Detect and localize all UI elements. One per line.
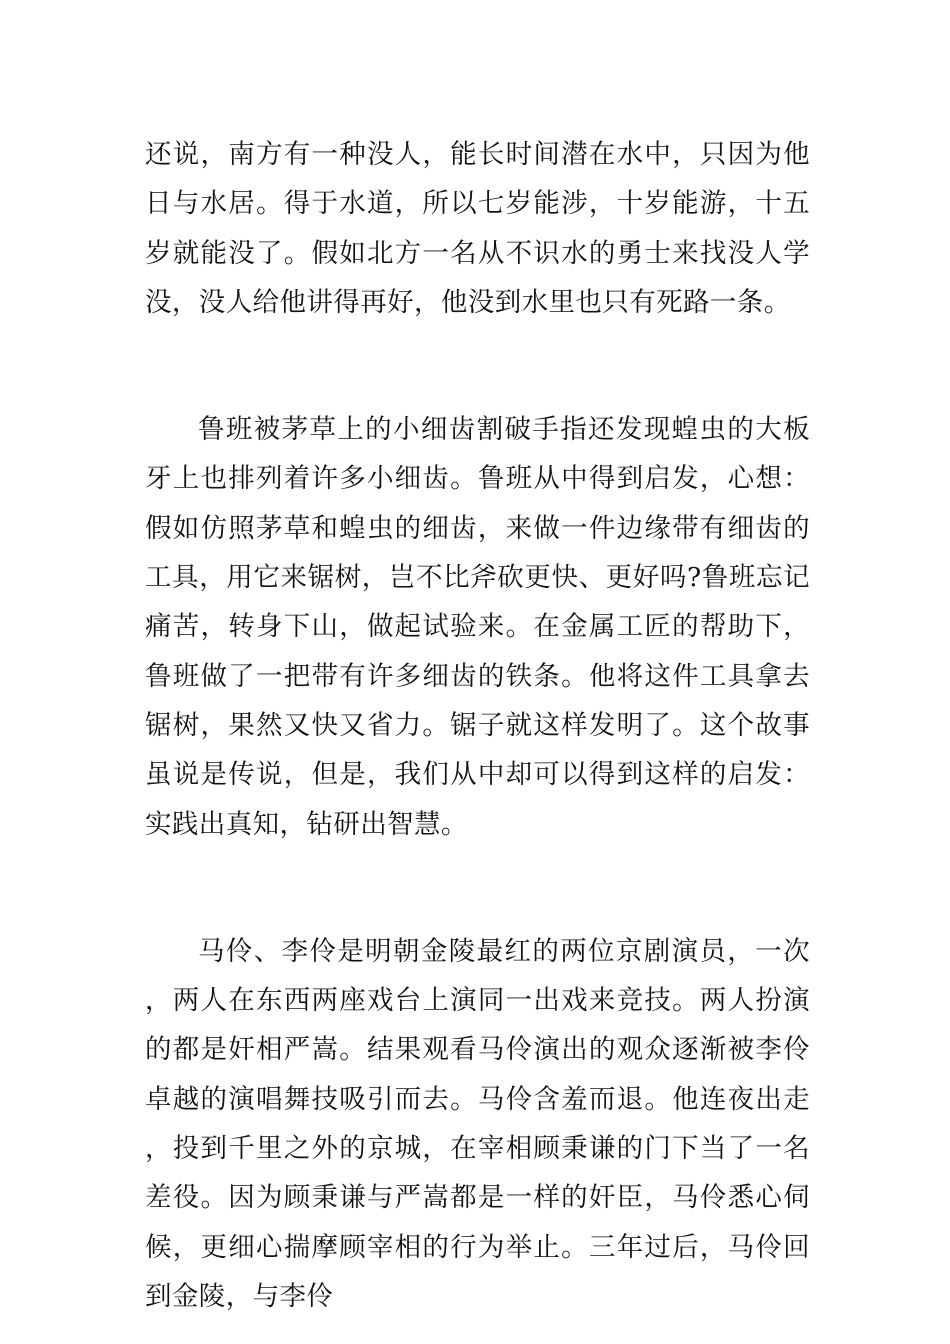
paragraph-spacer bbox=[145, 849, 810, 927]
document-page bbox=[145, 130, 810, 1321]
paragraph-3: 马伶、李伶是明朝金陵最红的两位京剧演员，一次，两人在东西两座戏台上演同一出戏来竞技。两人扮演的都是奸相严嵩。结果观看马伶演出的观众逐渐被李伶卓越的演唱舞技吸引而去。马伶含羞而退。他连夜出走，投到千里之外的京城，在宰相顾秉谦的门下当了一名差役。因为顾秉谦与严嵩都是一样的奸臣，马伶悉心伺候，更细心揣摩顾宰相的行为举止。三年过后，马伶回到金陵，与李伶 bbox=[145, 935, 810, 1312]
paragraph-spacer bbox=[145, 327, 810, 405]
paragraph-1: 还说，南方有一种没人，能长时间潜在水中，只因为他日与水居。得于水道，所以七岁能涉，十岁能游，十五岁就能没了。假如北方一名从不识水的勇士来找没人学没，没人给他讲得再好，他没到水里也只有死路一条。 bbox=[145, 139, 810, 318]
paragraph-2: 鲁班被茅草上的小细齿割破手指还发现蝗虫的大板牙上也排列着许多小细齿。鲁班从中得到启发，心想：假如仿照茅草和蝗虫的细齿，来做一件边缘带有细齿的工具，用它来锯树，岂不比斧砍更快、更好吗?鲁班忘记痛苦，转身下山，做起试验来。在金属工匠的帮助下，鲁班做了一把带有许多细齿的铁条。他将这件工具拿去锯树，果然又快又省力。锯子就这样发明了。这个故事虽说是传说，但是，我们从中却可以得到这样的启发：实践出真知，钻研出智慧。 bbox=[145, 414, 810, 840]
